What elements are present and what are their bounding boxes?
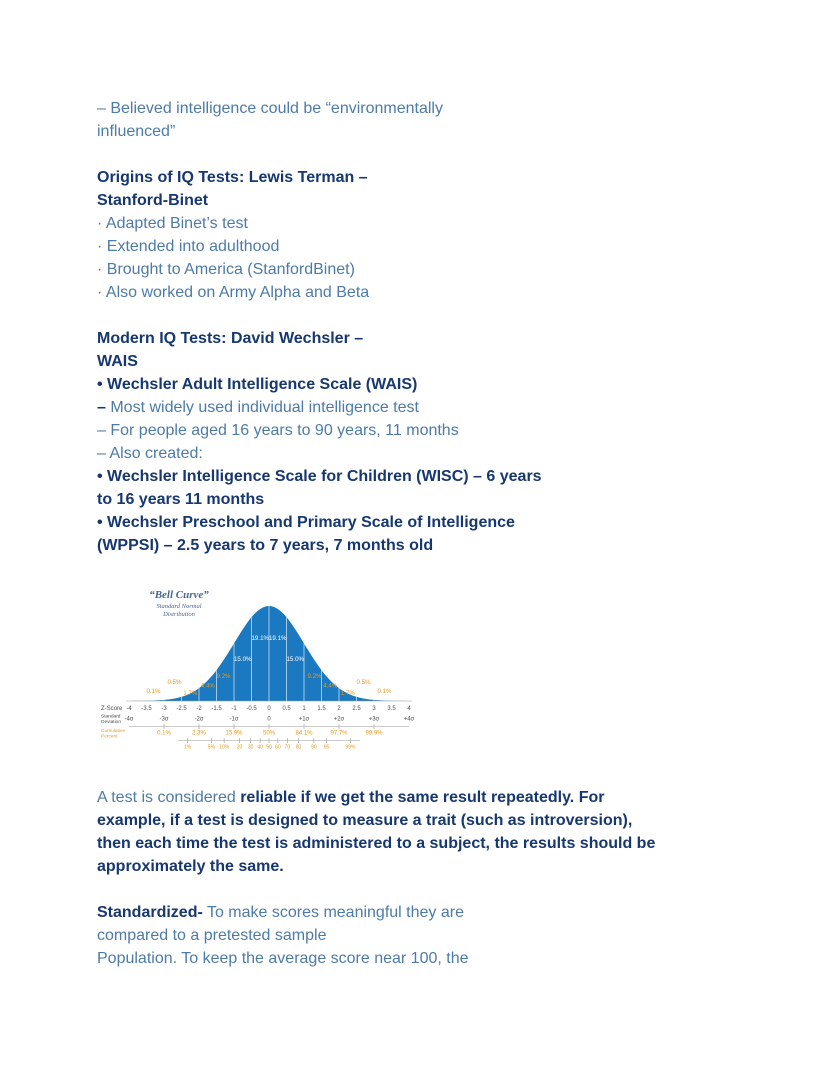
text-line: influenced” xyxy=(97,123,176,140)
list-item: · Brought to America (StanfordBinet) xyxy=(97,261,355,278)
percentile-tick: 20 xyxy=(236,744,243,751)
wppsi-lines xyxy=(97,511,738,557)
segment-area-label: 19.1% xyxy=(268,635,287,642)
bell-curve-figure xyxy=(99,583,738,762)
sd-tick: -4σ xyxy=(124,716,134,723)
heading-modern-iq-tests xyxy=(97,327,738,373)
dash: – xyxy=(97,399,106,416)
text-line: Population. To keep the average score near 100, the xyxy=(97,950,469,967)
zscore-tick: -4 xyxy=(126,706,132,712)
chart-subtitle: Standard Normal xyxy=(156,603,202,610)
percentile-tick: 5% xyxy=(207,744,216,751)
cumulative-row-label: Cumulative xyxy=(101,729,125,734)
text-line: A test is considered xyxy=(97,789,241,806)
text-line: approximately the same. xyxy=(97,858,284,875)
segment-area-label: 15.0% xyxy=(233,656,252,663)
zscore-tick: 1.5 xyxy=(317,706,326,712)
segment-area-label: 0.5% xyxy=(356,679,371,686)
zscore-tick: 1 xyxy=(302,706,306,712)
bell-curve-shape xyxy=(129,606,409,701)
segment-area-label: 0.1% xyxy=(377,688,392,695)
sd-row-label: Standard xyxy=(101,714,121,720)
percentile-tick: 95 xyxy=(323,744,330,751)
segment-area-label: 1.7% xyxy=(183,690,198,697)
cumulative-tick: 84.1% xyxy=(295,730,313,737)
heading-line: Origins of IQ Tests: Lewis Terman – xyxy=(97,169,368,186)
wais-section xyxy=(97,373,738,557)
text-line: then each time the test is administered to a subject, the results should be xyxy=(97,835,656,852)
wisc-lines xyxy=(97,465,738,511)
zscore-tick: -1.5 xyxy=(211,706,222,712)
cumulative-tick: 99.9% xyxy=(365,730,383,737)
list-item: · Extended into adulthood xyxy=(97,238,280,255)
paragraph-reliable xyxy=(97,786,738,878)
segment-area-label: 15.0% xyxy=(286,656,305,663)
bell-curve-chart xyxy=(99,583,424,755)
percentile-tick: 99% xyxy=(345,744,356,751)
text-line: to 16 years 11 months xyxy=(97,491,265,508)
zscore-tick: 4 xyxy=(407,706,411,712)
percentile-tick: 70 xyxy=(284,744,291,751)
text-line: Most widely used individual intelligence test xyxy=(105,399,419,416)
text-line: Standardized- xyxy=(97,904,203,921)
sd-tick: -2σ xyxy=(194,716,204,723)
cumulative-tick: 97.7% xyxy=(330,730,348,737)
zscore-tick: -3.5 xyxy=(141,706,152,712)
cumulative-tick: 2.3% xyxy=(192,730,206,737)
zscore-tick: -3 xyxy=(161,706,167,712)
segment-area-label: 9.2% xyxy=(307,673,322,680)
percentile-tick: 90 xyxy=(311,744,317,751)
heading-origins-iq-tests xyxy=(97,166,738,212)
percentile-tick: 30 xyxy=(247,744,254,751)
sd-tick: +3σ xyxy=(368,716,380,723)
zscore-tick: 2 xyxy=(337,706,341,712)
text-line: • Wechsler Preschool and Primary Scale of Intelligence xyxy=(97,514,515,531)
cumulative-row-label: Percent xyxy=(101,734,118,740)
percentile-tick: 10% xyxy=(219,744,230,751)
wais-bullet-line: • Wechsler Adult Intelligence Scale (WAIS) xyxy=(97,376,418,393)
text-line: reliable if we get the same result repeatedly. For xyxy=(240,789,605,806)
sd-tick: +1σ xyxy=(298,716,310,723)
heading-line: Stanford-Binet xyxy=(97,192,209,209)
heading-line: Modern IQ Tests: David Wechsler – xyxy=(97,330,364,347)
zscore-tick: 0.5 xyxy=(282,706,291,712)
zscore-tick: -2.5 xyxy=(176,706,187,712)
sd-tick: -1σ xyxy=(229,716,239,723)
chart-title: “Bell Curve” xyxy=(149,589,209,601)
sd-tick: -3σ xyxy=(159,716,169,723)
cumulative-tick: 15.9% xyxy=(225,730,243,737)
text-line: • Wechsler Intelligence Scale for Children (WISC) – 6 years xyxy=(97,468,542,485)
sd-tick: 0 xyxy=(267,716,271,723)
origins-bullet-list xyxy=(97,212,738,304)
zscore-tick: -2 xyxy=(196,706,202,712)
zscore-tick: 2.5 xyxy=(352,706,361,712)
segment-area-label: 4.4% xyxy=(323,682,338,690)
wais-most-used-line xyxy=(97,396,738,419)
percentile-tick: 1% xyxy=(183,744,192,751)
text-line: – Believed intelligence could be “environmentally xyxy=(97,100,443,117)
wais-also-created-line: – Also created: xyxy=(97,445,203,462)
percentile-tick: 40 xyxy=(257,744,263,751)
percentile-tick: 50 xyxy=(266,744,272,751)
segment-area-label: 19.1% xyxy=(251,635,270,642)
list-item: · Adapted Binet’s test xyxy=(97,215,248,232)
sd-tick: +2σ xyxy=(333,716,345,723)
paragraph-believed xyxy=(97,97,738,143)
segment-area-label: 0.1% xyxy=(146,688,161,695)
sd-tick: +4σ xyxy=(403,716,415,723)
sd-row-label: Deviation xyxy=(101,720,121,725)
heading-line: WAIS xyxy=(97,353,138,370)
text-line: (WPPSI) – 2.5 years to 7 years, 7 months old xyxy=(97,537,434,554)
text-line: example, if a test is designed to measure a trait (such as introversion), xyxy=(97,812,633,829)
text-line: To make scores meaningful they are xyxy=(202,904,464,921)
list-item: · Also worked on Army Alpha and Beta xyxy=(97,284,370,301)
paragraph-standardized xyxy=(97,901,738,970)
segment-area-label: 4.4% xyxy=(200,682,215,690)
chart-subtitle: Distribution xyxy=(163,611,195,618)
zscore-tick: 3 xyxy=(372,706,376,712)
wais-ages-line: – For people aged 16 years to 90 years, 11 months xyxy=(97,422,459,439)
zscore-row-label: Z-Score xyxy=(101,706,123,712)
cumulative-tick: 0.1% xyxy=(157,730,171,737)
percentile-tick: 80 xyxy=(295,744,302,751)
text-line: compared to a pretested sample xyxy=(97,927,327,944)
segment-area-label: 0.5% xyxy=(167,679,182,686)
percentile-tick: 60 xyxy=(275,744,281,751)
zscore-tick: -0.5 xyxy=(246,706,257,712)
zscore-tick: -1 xyxy=(231,706,237,712)
segment-area-label: 1.7% xyxy=(340,690,355,697)
zscore-tick: 3.5 xyxy=(387,706,396,712)
zscore-tick: 0 xyxy=(267,706,271,712)
cumulative-tick: 50% xyxy=(262,730,276,737)
segment-area-label: 9.2% xyxy=(216,673,231,680)
